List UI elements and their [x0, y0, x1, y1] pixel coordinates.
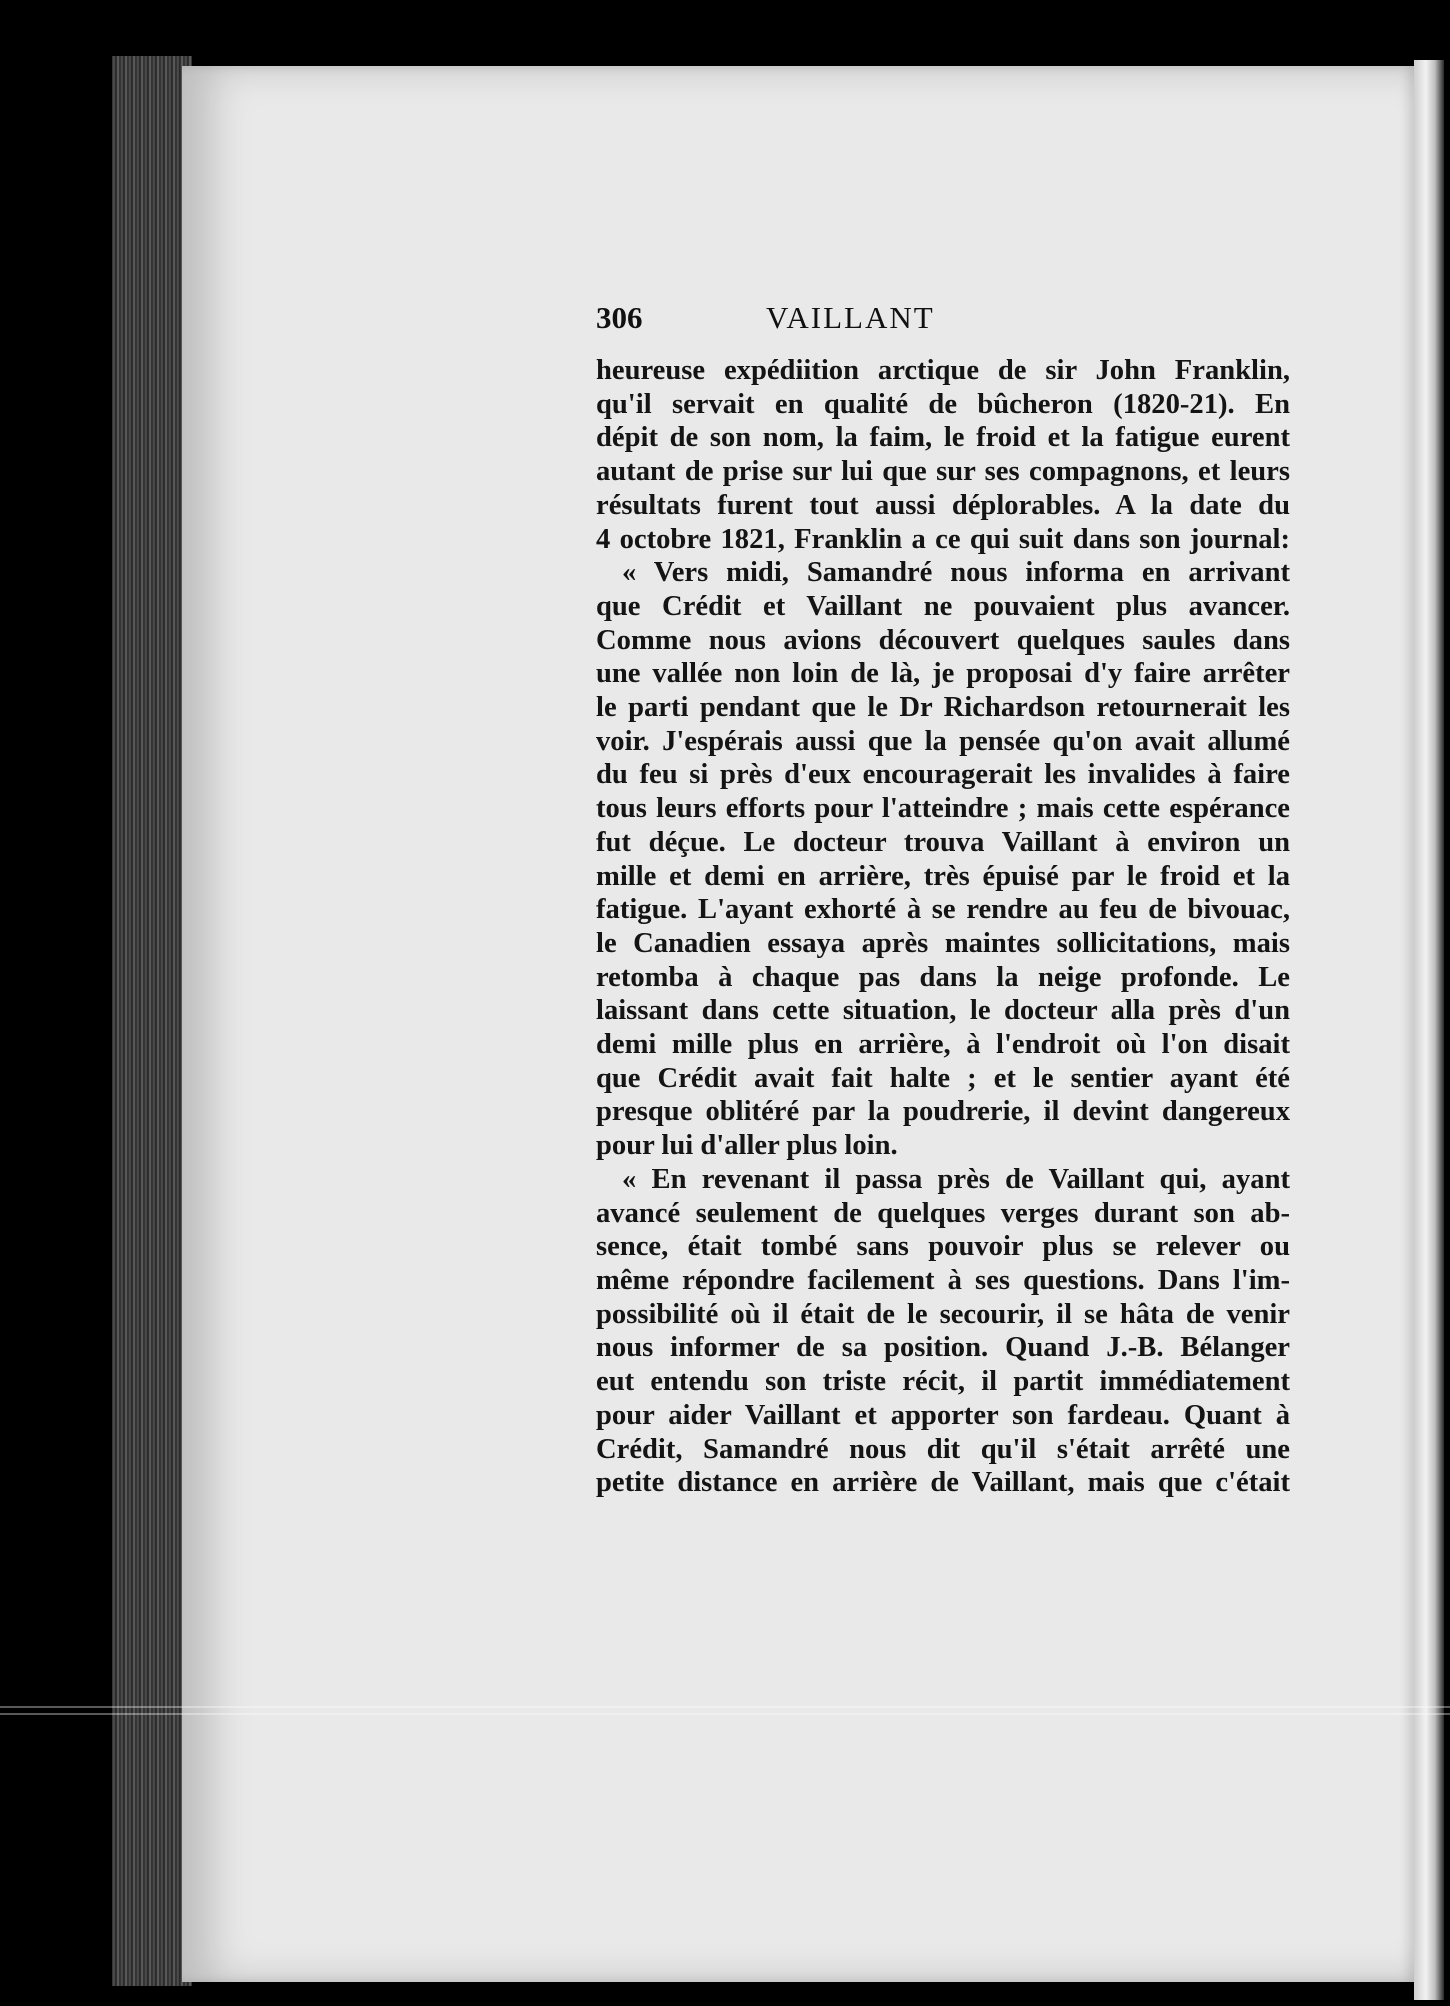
- text-line: que Crédit et Vaillant ne pouvaient plus avancer.: [596, 590, 1290, 622]
- page-number: 306: [596, 300, 643, 335]
- running-head: [596, 300, 1296, 334]
- body-text: [596, 354, 1290, 1500]
- text-line: Crédit, Samandré nous dit qu'il s'était arrêté une: [596, 1433, 1290, 1465]
- running-title: VAILLANT: [766, 300, 935, 335]
- book-page-edges: [112, 56, 192, 1986]
- text-line: autant de prise sur lui que sur ses compagnons, et leurs: [596, 456, 1290, 488]
- text-line: résultats furent tout aussi déplorables. A la date du: [596, 489, 1290, 521]
- book-right-edge: [1414, 60, 1444, 2000]
- text-line: petite distance en arrière de Vaillant, mais que c'était: [596, 1467, 1290, 1499]
- text-line: le Canadien essaya après maintes sollicitations, mais: [596, 927, 1290, 959]
- text-line: pour aider Vaillant et apporter son fardeau. Quant à: [596, 1399, 1290, 1431]
- text-line: avancé seulement de quelques verges durant son ab-: [596, 1197, 1290, 1229]
- text-line: une vallée non loin de là, je proposai d'y faire arrêter: [596, 658, 1290, 690]
- text-line: que Crédit avait fait halte ; et le sentier ayant été: [596, 1062, 1290, 1094]
- text-line: Comme nous avions découvert quelques saules dans: [596, 624, 1290, 656]
- text-line: même répondre facilement à ses questions. Dans l'im-: [596, 1264, 1290, 1296]
- scan-artifact-line: [0, 1713, 1450, 1715]
- text-line: retomba à chaque pas dans la neige profonde. Le: [596, 961, 1290, 993]
- text-line: 4 octobre 1821, Franklin a ce qui suit dans son journal:: [596, 523, 1290, 555]
- text-line: laissant dans cette situation, le docteur alla près d'un: [596, 995, 1290, 1027]
- text-line: tous leurs efforts pour l'atteindre ; mais cette espérance: [596, 793, 1290, 825]
- text-line: eut entendu son triste récit, il partit immédiatement: [596, 1366, 1290, 1398]
- text-line: du feu si près d'eux encouragerait les invalides à faire: [596, 759, 1290, 791]
- text-line: fut déçue. Le docteur trouva Vaillant à environ un: [596, 826, 1290, 858]
- text-line: presque oblitéré par la poudrerie, il devint dangereux: [596, 1096, 1290, 1128]
- text-line: sence, était tombé sans pouvoir plus se relever ou: [596, 1231, 1290, 1263]
- text-line: fatigue. L'ayant exhorté à se rendre au feu de bivouac,: [596, 894, 1290, 926]
- text-line: heureuse expédiition arctique de sir John Franklin,: [596, 355, 1290, 386]
- text-line: voir. J'espérais aussi que la pensée qu'on avait allumé: [596, 725, 1290, 757]
- text-line: pour lui d'aller plus loin.: [596, 1130, 898, 1162]
- text-line: demi mille plus en arrière, à l'endroit où l'on disait: [596, 1029, 1290, 1061]
- text-line: possibilité où il était de le secourir, il se hâta de venir: [596, 1298, 1290, 1330]
- scan-artifact-line: [0, 1706, 1450, 1708]
- text-line: « Vers midi, Samandré nous informa en arrivant: [622, 557, 1290, 589]
- text-line: nous informer de sa position. Quand J.-B. Bélanger: [596, 1332, 1290, 1364]
- text-line: mille et demi en arrière, très épuisé par le froid et la: [596, 860, 1290, 892]
- text-line: qu'il servait en qualité de bûcheron (1820-21). En: [596, 388, 1290, 420]
- text-line: le parti pendant que le Dr Richardson retournerait les: [596, 692, 1290, 724]
- text-line: « En revenant il passa près de Vaillant qui, ayant: [622, 1163, 1290, 1195]
- text-line: dépit de son nom, la faim, le froid et la fatigue eurent: [596, 422, 1290, 454]
